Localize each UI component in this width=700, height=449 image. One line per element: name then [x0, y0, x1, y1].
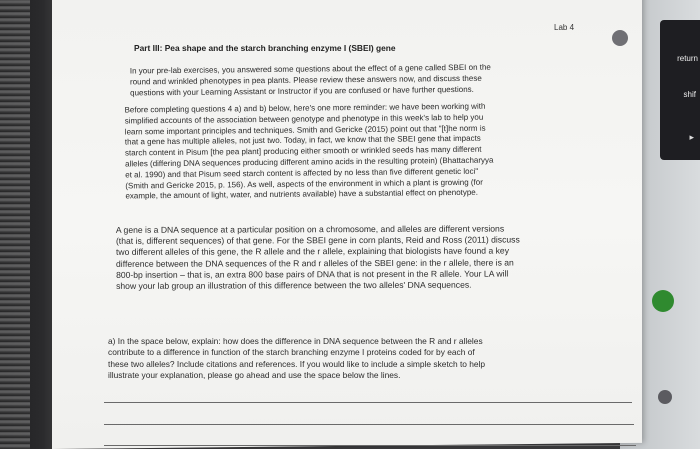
text-line: Before completing questions 4 a) and b) below, here's one more reminder: we have been working with — [124, 101, 486, 115]
text-line: In your pre-lab exercises, you answered some questions about the effect of a gene called SBEI on the — [129, 62, 491, 76]
arrow-icon: ▸ — [689, 132, 694, 142]
text-line: difference between the DNA sequences of the R and r alleles of the SBEI gene: in the r allele, there is an — [116, 257, 514, 269]
text-line: A gene is a DNA sequence at a particular position on a chromosome, and alleles are different versions — [115, 223, 505, 235]
text-line: (Smith and Gericke 2015, p. 156). As well, aspects of the environment in which a plant is growing (for — [125, 177, 483, 191]
text-line: 800-bp insertion – that is, an extra 800 base pairs of DNA that is not present in the R allele. Your LA will — [116, 268, 509, 280]
answer-line[interactable] — [104, 402, 632, 403]
answer-line[interactable] — [104, 445, 636, 446]
monitor-text-shift: shif — [683, 90, 696, 99]
text-line: (that is, different sequences) of that gene. For the SBEI gene in corn plants, Reid and Ross (2011) discuss — [115, 234, 520, 247]
paragraph-gene-definition — [116, 223, 628, 292]
text-line: simplified accounts of the association between genotype and phenotype in this week's lab to help you — [124, 112, 484, 126]
text-line: example, the amount of light, water, and nutrients available) have a substantial effect on phenotype. — [125, 188, 479, 201]
text-line: et al. 1990) and that Pisum seed starch content is affected by no less than five different genetic loci" — [125, 166, 479, 180]
section-heading: Part III: Pea shape and the starch branching enzyme I (SBEI) gene — [134, 43, 396, 53]
text-line: learn some important principles and techniques. Smith and Gericke (2015) point out that "[t]he norm is — [124, 123, 486, 137]
monitor-text-return: return — [677, 54, 698, 63]
question-a — [108, 336, 628, 381]
spiral-binding — [0, 0, 30, 449]
text-line: a) In the space below, explain: how does the difference in DNA sequence between the R and r alleles — [108, 336, 483, 346]
answer-line[interactable] — [104, 424, 634, 425]
text-line: contribute to a difference in function of the starch branching enzyme I proteins coded for by each of — [108, 347, 475, 358]
green-circle-icon — [652, 290, 674, 312]
text-line: two different alleles of this gene, the R allele and the r allele, explaining that biologists have found a key — [115, 245, 510, 258]
text-line: questions with your Learning Assistant or Instructor if you are confused or have further questions. — [130, 84, 474, 98]
text-line: that a gene has multiple alleles, not just two. Today, in fact, we know that the SBEI gene that impacts — [124, 134, 481, 147]
text-line: alleles (differing DNA sequences producing different amino acids in the resulting protein) (Bhattacharyya — [125, 155, 494, 169]
gray-circle-icon — [658, 390, 672, 404]
text-line: show your lab group an illustration of this difference between the two alleles' DNA sequences. — [116, 279, 472, 291]
text-line: these two alleles? Include citations and references. If you would like to include a simple sketch to help — [108, 358, 486, 369]
text-line: starch content in Pisum [the pea plant] producing either smooth or wrinkled seeds has many different — [124, 144, 482, 158]
text-line: round and wrinkled phenotypes in pea plants. Please review these answers now, and discuss these — [129, 73, 482, 87]
text-line: illustrate your explanation, please go ahead and use the space below the lines. — [108, 369, 401, 380]
page-lab-label: Lab 4 — [554, 23, 575, 32]
paragraph-intro — [130, 62, 600, 99]
paragraph-reminder — [125, 101, 596, 203]
background-monitor — [660, 20, 700, 160]
hole-punch-icon — [612, 30, 628, 46]
